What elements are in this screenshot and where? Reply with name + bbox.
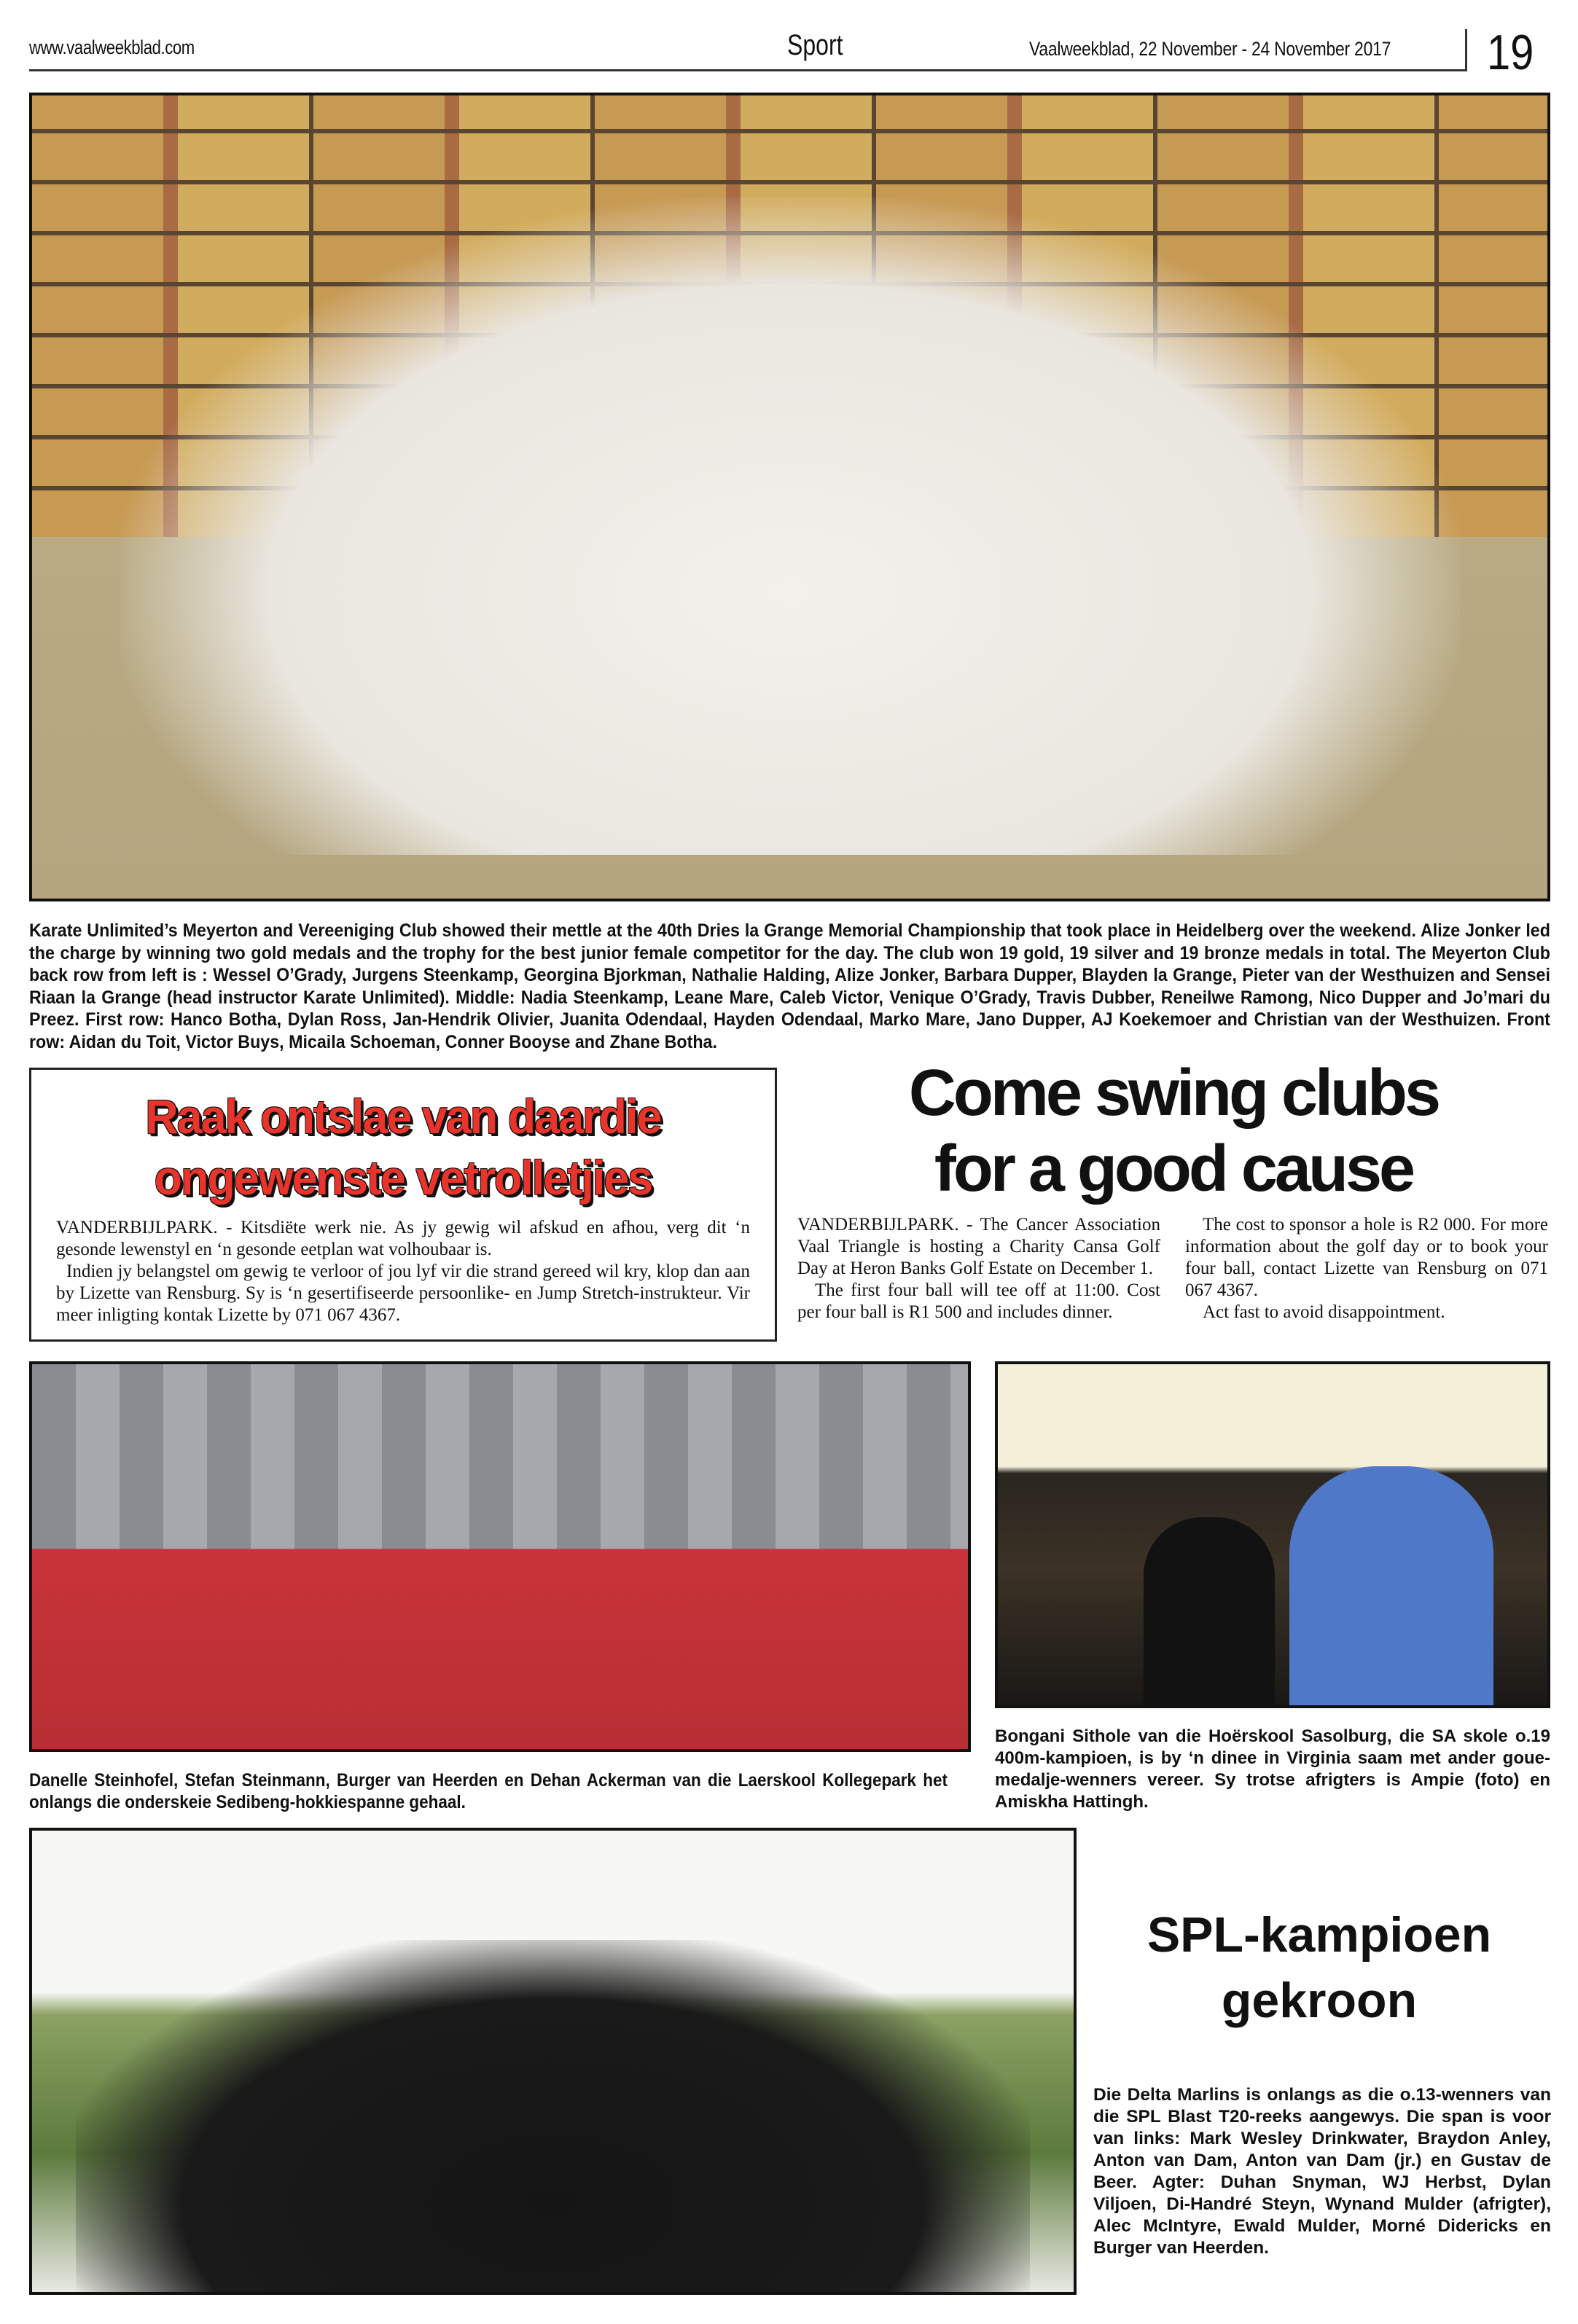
- award-figure-coach: [1289, 1466, 1493, 1708]
- golf-paragraph: The cost to sponsor a hole is R2 000. For more information about the golf day or to book your four ball, contact Lizette van Rensburg on 071 067 4367.: [1185, 1215, 1548, 1300]
- golf-article-body: [797, 1214, 1548, 1356]
- raak-headline-line2: ongewenste vetrolletjies: [154, 1151, 652, 1205]
- golf-headline-line2: for a good cause: [934, 1132, 1413, 1205]
- page-number: 19: [1487, 25, 1534, 80]
- issue-date: Vaalweekblad, 22 November - 24 November 2017: [1029, 38, 1391, 60]
- karate-group-figures: [120, 197, 1460, 855]
- cricket-team-figures: [76, 1940, 1030, 2292]
- award-photo: [995, 1361, 1550, 1708]
- raak-headline: [50, 1086, 757, 1208]
- karate-caption: Karate Unlimited’s Meyerton and Vereeniging Club showed their mettle at the 40th Dries la Grange Memorial Championship that took place in Heidelberg over the weekend. Alize Jonker led the charge by winning two gold medals and the trophy for the best junior female competitor for the day. The club won 19 gold, 19 silver and 19 bronze medals in total. The Meyerton Club back row from left is : Wessel O’Grady, Jurgens Steenkamp, Georgina Bjorkman, Nathalie Halding, Alize Jonker, Barbara Dupper, Blayden la Grange, Pieter van der Westhuizen and Sensei Riaan la Grange (head instructor Karate Unlimited). Middle: Nadia Steenkamp, Leane Mare, Caleb Victor, Venique O’Grady, Travis Dubber, Reneilwe Ramong, Nico Dupper and Jo’mari du Preez. First row: Hanco Botha, Dylan Ross, Jan-Hendrik Olivier, Juanita Odendaal, Hayden Odendaal, Marko Mare, Jano Dupper, AJ Koekemoer and Christian van der Westhuizen. Front row: Aidan du Toit, Victor Buys, Micaila Schoeman, Conner Booyse and Zhane Botha.: [29, 920, 1550, 1052]
- raak-headline-line1: Raak ontslae van daardie: [145, 1089, 661, 1143]
- spl-headline: [1079, 1902, 1560, 2033]
- spl-headline-line1: SPL-kampioen: [1147, 1907, 1492, 1963]
- header-rule: [29, 69, 1467, 71]
- golf-paragraph: Act fast to avoid disappointment.: [1203, 1302, 1445, 1322]
- cricket-team-photo: [29, 1828, 1077, 2295]
- golf-paragraph: VANDERBIJLPARK. - The Cancer Association Vaal Triangle is hosting a Charity Cansa Golf Day at Heron Banks Golf Estate on December 1.: [797, 1215, 1160, 1278]
- raak-paragraph: VANDERBIJLPARK. - Kitsdiëte werk nie. As jy gewig wil afskud en afhou, verg dit ‘n gesonde lewenstyl en ‘n gesonde eetplan wat volhoubaar is.: [56, 1218, 750, 1259]
- raak-paragraph: Indien jy belangstel om gewig te verloor of jou lyf vir die strand gereed wil kry, klop dan aan by Lizette van Rensburg. Sy is ‘n gesertifiseerde persoonlike- en Jump Stretch-instrukteur. Vir meer inligting kontak Lizette by 071 067 4367.: [56, 1261, 750, 1325]
- golf-headline-line1: Come swing clubs: [908, 1057, 1439, 1130]
- header-divider: [1465, 29, 1467, 71]
- spl-caption: Die Delta Marlins is onlangs as die o.13-wenners van die SPL Blast T20-reeks aangewys. Die span is voor van links: Mark Wesley Drinkwater, Braydon Anley, Anton van Dam, Anton van Dam (jr.) en Gustav de Beer. Agter: Duhan Snyman, WJ Herbst, Dylan Viljoen, Di-Handré Steyn, Wynand Mulder (afrigter), Alec McIntyre, Ewald Mulder, Morné Didericks en Burger van Heerden.: [1093, 2085, 1551, 2258]
- spl-headline-line2: gekroon: [1221, 1973, 1418, 2028]
- hockey-pupils-photo: [29, 1361, 971, 1752]
- section-title: Sport: [787, 29, 843, 61]
- raak-article-box: [29, 1068, 777, 1342]
- golf-headline: [787, 1055, 1560, 1207]
- award-figure-athlete: [1144, 1517, 1275, 1708]
- raak-article-body: [56, 1217, 750, 1326]
- award-caption: Bongani Sithole van die Hoërskool Sasolburg, die SA skole o.19 400m-kampioen, is by ‘n dinee in Virginia saam met ander goue-medalje-wenners vereer. Sy trotse afrigters is Ampie (foto) en Amiskha Hattingh.: [995, 1726, 1550, 1812]
- golf-paragraph: The first four ball will tee off at 11:00. Cost per four ball is R1 500 and includes dinner.: [797, 1280, 1160, 1322]
- hockey-caption: Danelle Steinhofel, Stefan Steinmann, Burger van Heerden en Dehan Ackerman van die Laerskool Kollegepark het onlangs die onderskeie Sedibeng-hokkiespanne gehaal.: [29, 1770, 948, 1812]
- karate-group-photo: [29, 93, 1550, 901]
- website-url[interactable]: www.vaalweekblad.com: [29, 36, 195, 58]
